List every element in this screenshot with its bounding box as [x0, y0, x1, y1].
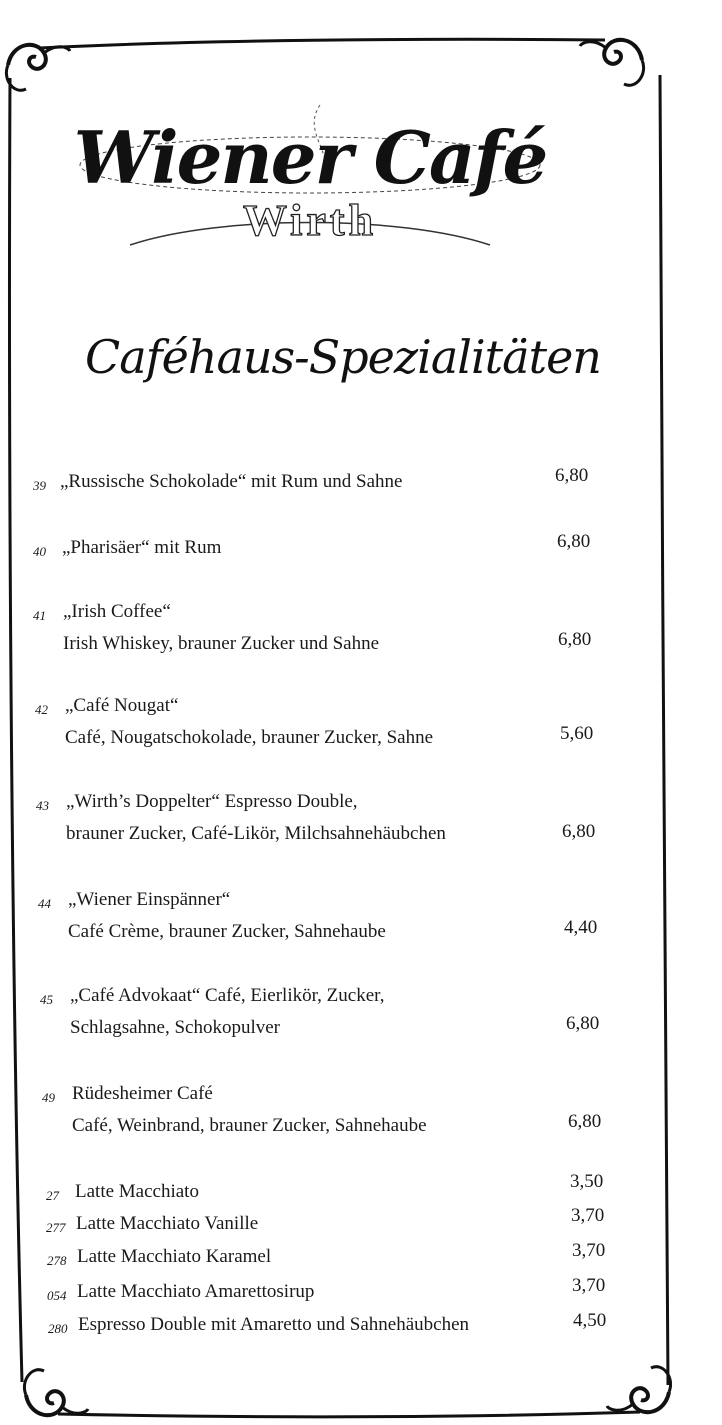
item-number: 27: [46, 1188, 59, 1203]
item-price: 6,80: [562, 821, 596, 842]
item-price: 3,70: [572, 1275, 606, 1296]
item-number: 054: [47, 1288, 67, 1303]
item-number: 41: [33, 608, 46, 623]
item-line1: „Irish Coffee“: [63, 601, 171, 622]
item-price: 6,80: [555, 465, 589, 486]
item-line1: Rüdesheimer Café: [72, 1083, 213, 1104]
cafe-logo: [70, 95, 550, 265]
item-line1: „Café Advokaat“ Café, Eierlikör, Zucker,: [70, 985, 385, 1006]
item-number: 280: [48, 1321, 68, 1336]
item-line1: „Russische Schokolade“ mit Rum und Sahne: [60, 471, 403, 492]
item-price: 6,80: [568, 1111, 602, 1132]
logo-sub-text: Wirth: [242, 196, 378, 245]
item-name: Latte Macchiato Karamel: [77, 1246, 272, 1267]
item-number: 45: [40, 992, 53, 1007]
corner-flourish-icon: [6, 45, 70, 90]
corner-flourish-icon: [24, 1370, 88, 1415]
item-name: Latte Macchiato Vanille: [76, 1213, 259, 1234]
item-line2: Café, Nougatschokolade, brauner Zucker, Sahne: [65, 727, 434, 748]
item-price: 3,70: [572, 1240, 606, 1261]
item-number: 39: [33, 478, 46, 493]
item-name: Latte Macchiato: [75, 1181, 199, 1202]
item-number: 40: [33, 544, 46, 559]
corner-flourish-icon: [580, 40, 644, 85]
item-price: 4,40: [564, 917, 598, 938]
item-number: 277: [46, 1220, 66, 1235]
item-price: 6,80: [566, 1013, 600, 1034]
item-line2: Schlagsahne, Schokopulver: [70, 1017, 281, 1038]
logo-script-text: Wiener Café: [73, 115, 547, 200]
item-price: 6,80: [557, 531, 591, 552]
section-title: Caféhaus-Spezialitäten: [85, 330, 601, 384]
item-line2: Irish Whiskey, brauner Zucker und Sahne: [63, 633, 380, 654]
item-line2: Café, Weinbrand, brauner Zucker, Sahnehaube: [72, 1115, 427, 1136]
corner-flourish-icon: [607, 1367, 671, 1412]
item-price: 4,50: [573, 1310, 607, 1331]
item-line1: „Wiener Einspänner“: [68, 889, 231, 910]
item-number: 44: [38, 896, 51, 911]
item-number: 42: [35, 702, 48, 717]
item-line2: brauner Zucker, Café-Likör, Milchsahnehäubchen: [66, 823, 446, 844]
item-price: 5,60: [560, 723, 594, 744]
item-line2: Café Crème, brauner Zucker, Sahnehaube: [68, 921, 386, 942]
item-price: 3,70: [571, 1205, 605, 1226]
item-line1: „Wirth’s Doppelter“ Espresso Double,: [66, 791, 358, 812]
item-line1: „Café Nougat“: [65, 695, 179, 716]
item-price: 6,80: [558, 629, 592, 650]
item-line1: „Pharisäer“ mit Rum: [62, 537, 222, 558]
item-number: 278: [47, 1253, 67, 1268]
item-number: 43: [36, 798, 49, 813]
item-name: Espresso Double mit Amaretto und Sahnehäubchen: [78, 1314, 470, 1335]
item-price: 3,50: [570, 1171, 604, 1192]
item-name: Latte Macchiato Amarettosirup: [77, 1281, 315, 1302]
item-number: 49: [42, 1090, 55, 1105]
